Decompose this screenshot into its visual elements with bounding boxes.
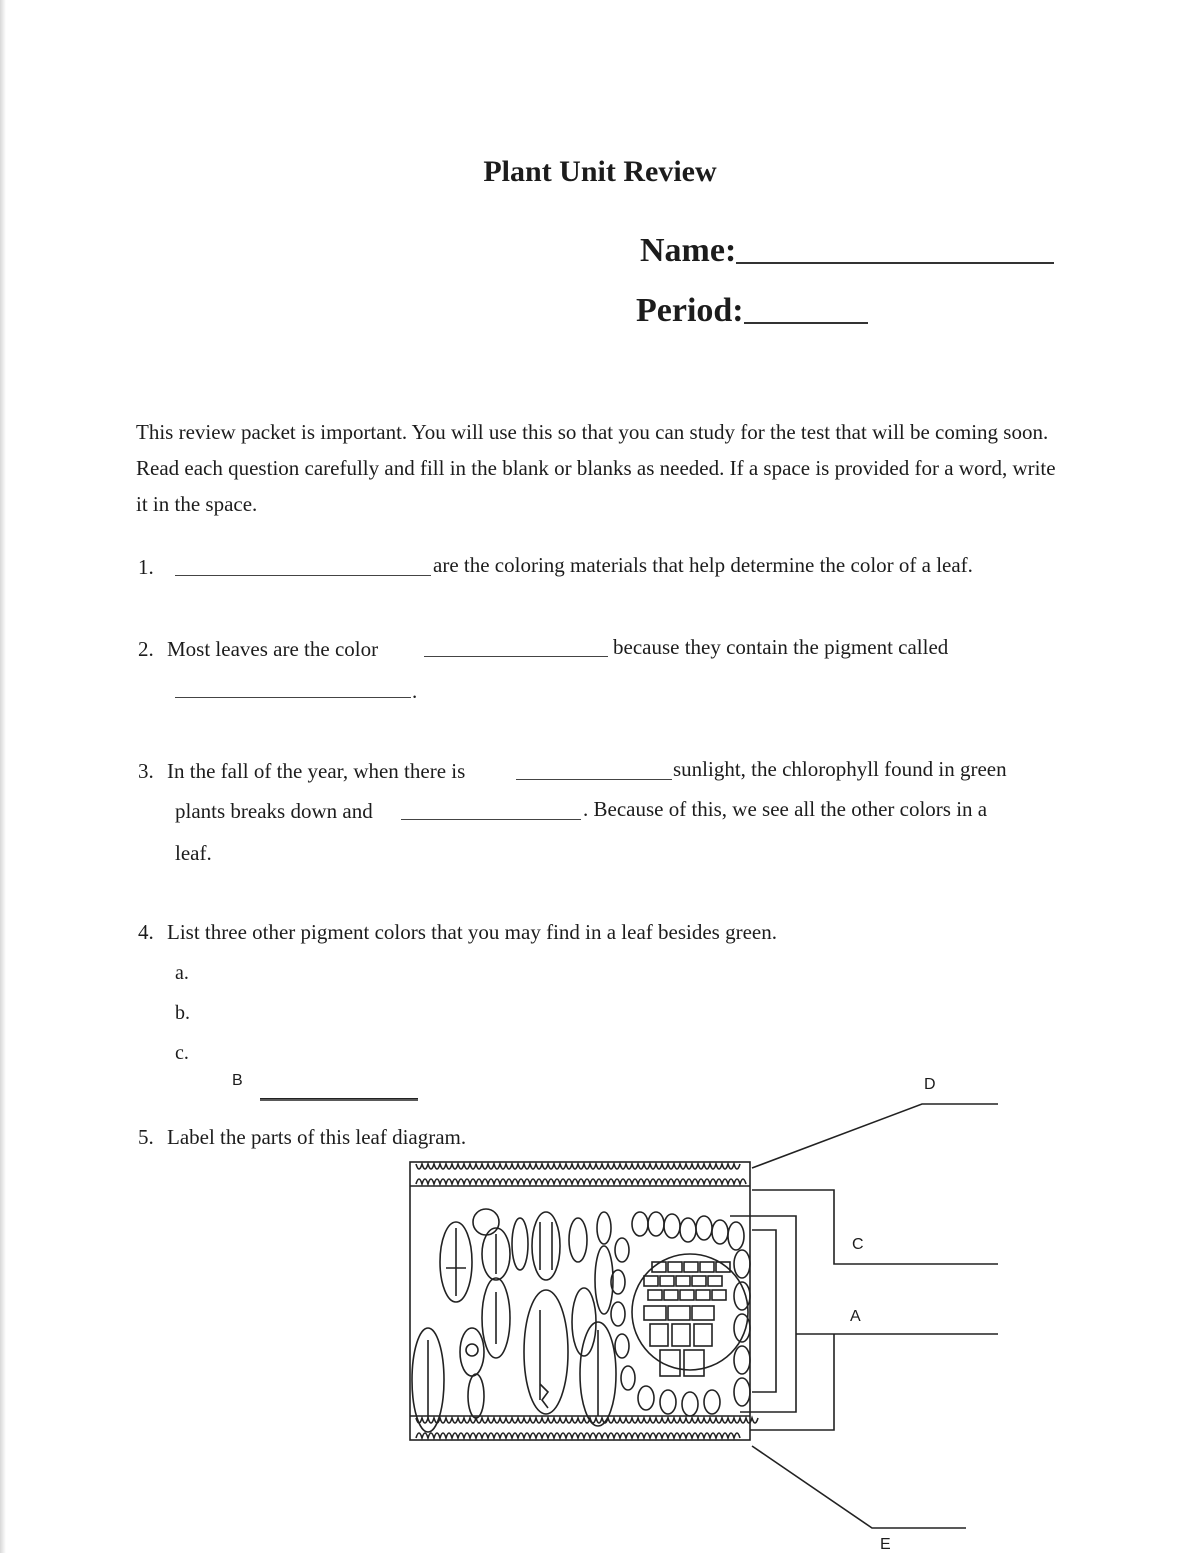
mesophyll-cells <box>412 1209 616 1432</box>
q2-text-a: Most leaves are the color <box>167 637 379 661</box>
q2-number: 2. <box>138 637 154 661</box>
q2-text-c: . <box>412 679 418 703</box>
q4-text: List three other pigment colors that you may find in a leaf besides green. <box>167 920 777 944</box>
q3-text-b: sunlight, the chlorophyll found in green <box>673 757 1007 781</box>
q2-text-b: because they contain the pigment called <box>613 635 949 659</box>
diagram-label-d: D <box>924 1076 936 1093</box>
q5-number: 5. <box>138 1125 154 1149</box>
lower-epidermis <box>416 1418 758 1438</box>
vein-bundle <box>611 1212 750 1416</box>
q1-number: 1. <box>138 555 154 579</box>
label-b-leader <box>260 1098 418 1099</box>
period-label: Period: <box>636 292 744 329</box>
q5-text: Label the parts of this leaf diagram. <box>167 1125 467 1149</box>
q3-number: 3. <box>138 759 154 783</box>
diagram-label-a: A <box>850 1308 861 1325</box>
q3-text-c: plants breaks down and <box>175 799 373 823</box>
q4-item-b: b. <box>175 1002 190 1024</box>
intro-paragraph: This review packet is important. You will use this so that you can study for the test that will be coming soon. Read each question carefully and fill in the blank or blanks as needed. If a space is provided for a word, write it in the space. <box>136 420 1056 516</box>
q4-item-a: a. <box>175 962 189 984</box>
q4-number: 4. <box>138 920 154 944</box>
q1-text: are the coloring materials that help determine the color of a leaf. <box>433 553 973 577</box>
q3-text-e: leaf. <box>175 841 212 865</box>
name-label: Name: <box>640 232 737 269</box>
diagram-label-c: C <box>852 1236 864 1253</box>
q4-item-c: c. <box>175 1042 189 1064</box>
upper-epidermis <box>416 1164 746 1184</box>
q3-text-a: In the fall of the year, when there is <box>167 759 466 783</box>
diagram-label-b: B <box>232 1072 243 1089</box>
page-title: Plant Unit Review <box>483 155 717 188</box>
label-leader-lines <box>260 1100 998 1528</box>
q3-text-d: . Because of this, we see all the other colors in a <box>583 797 988 821</box>
diagram-label-e: E <box>880 1536 891 1553</box>
